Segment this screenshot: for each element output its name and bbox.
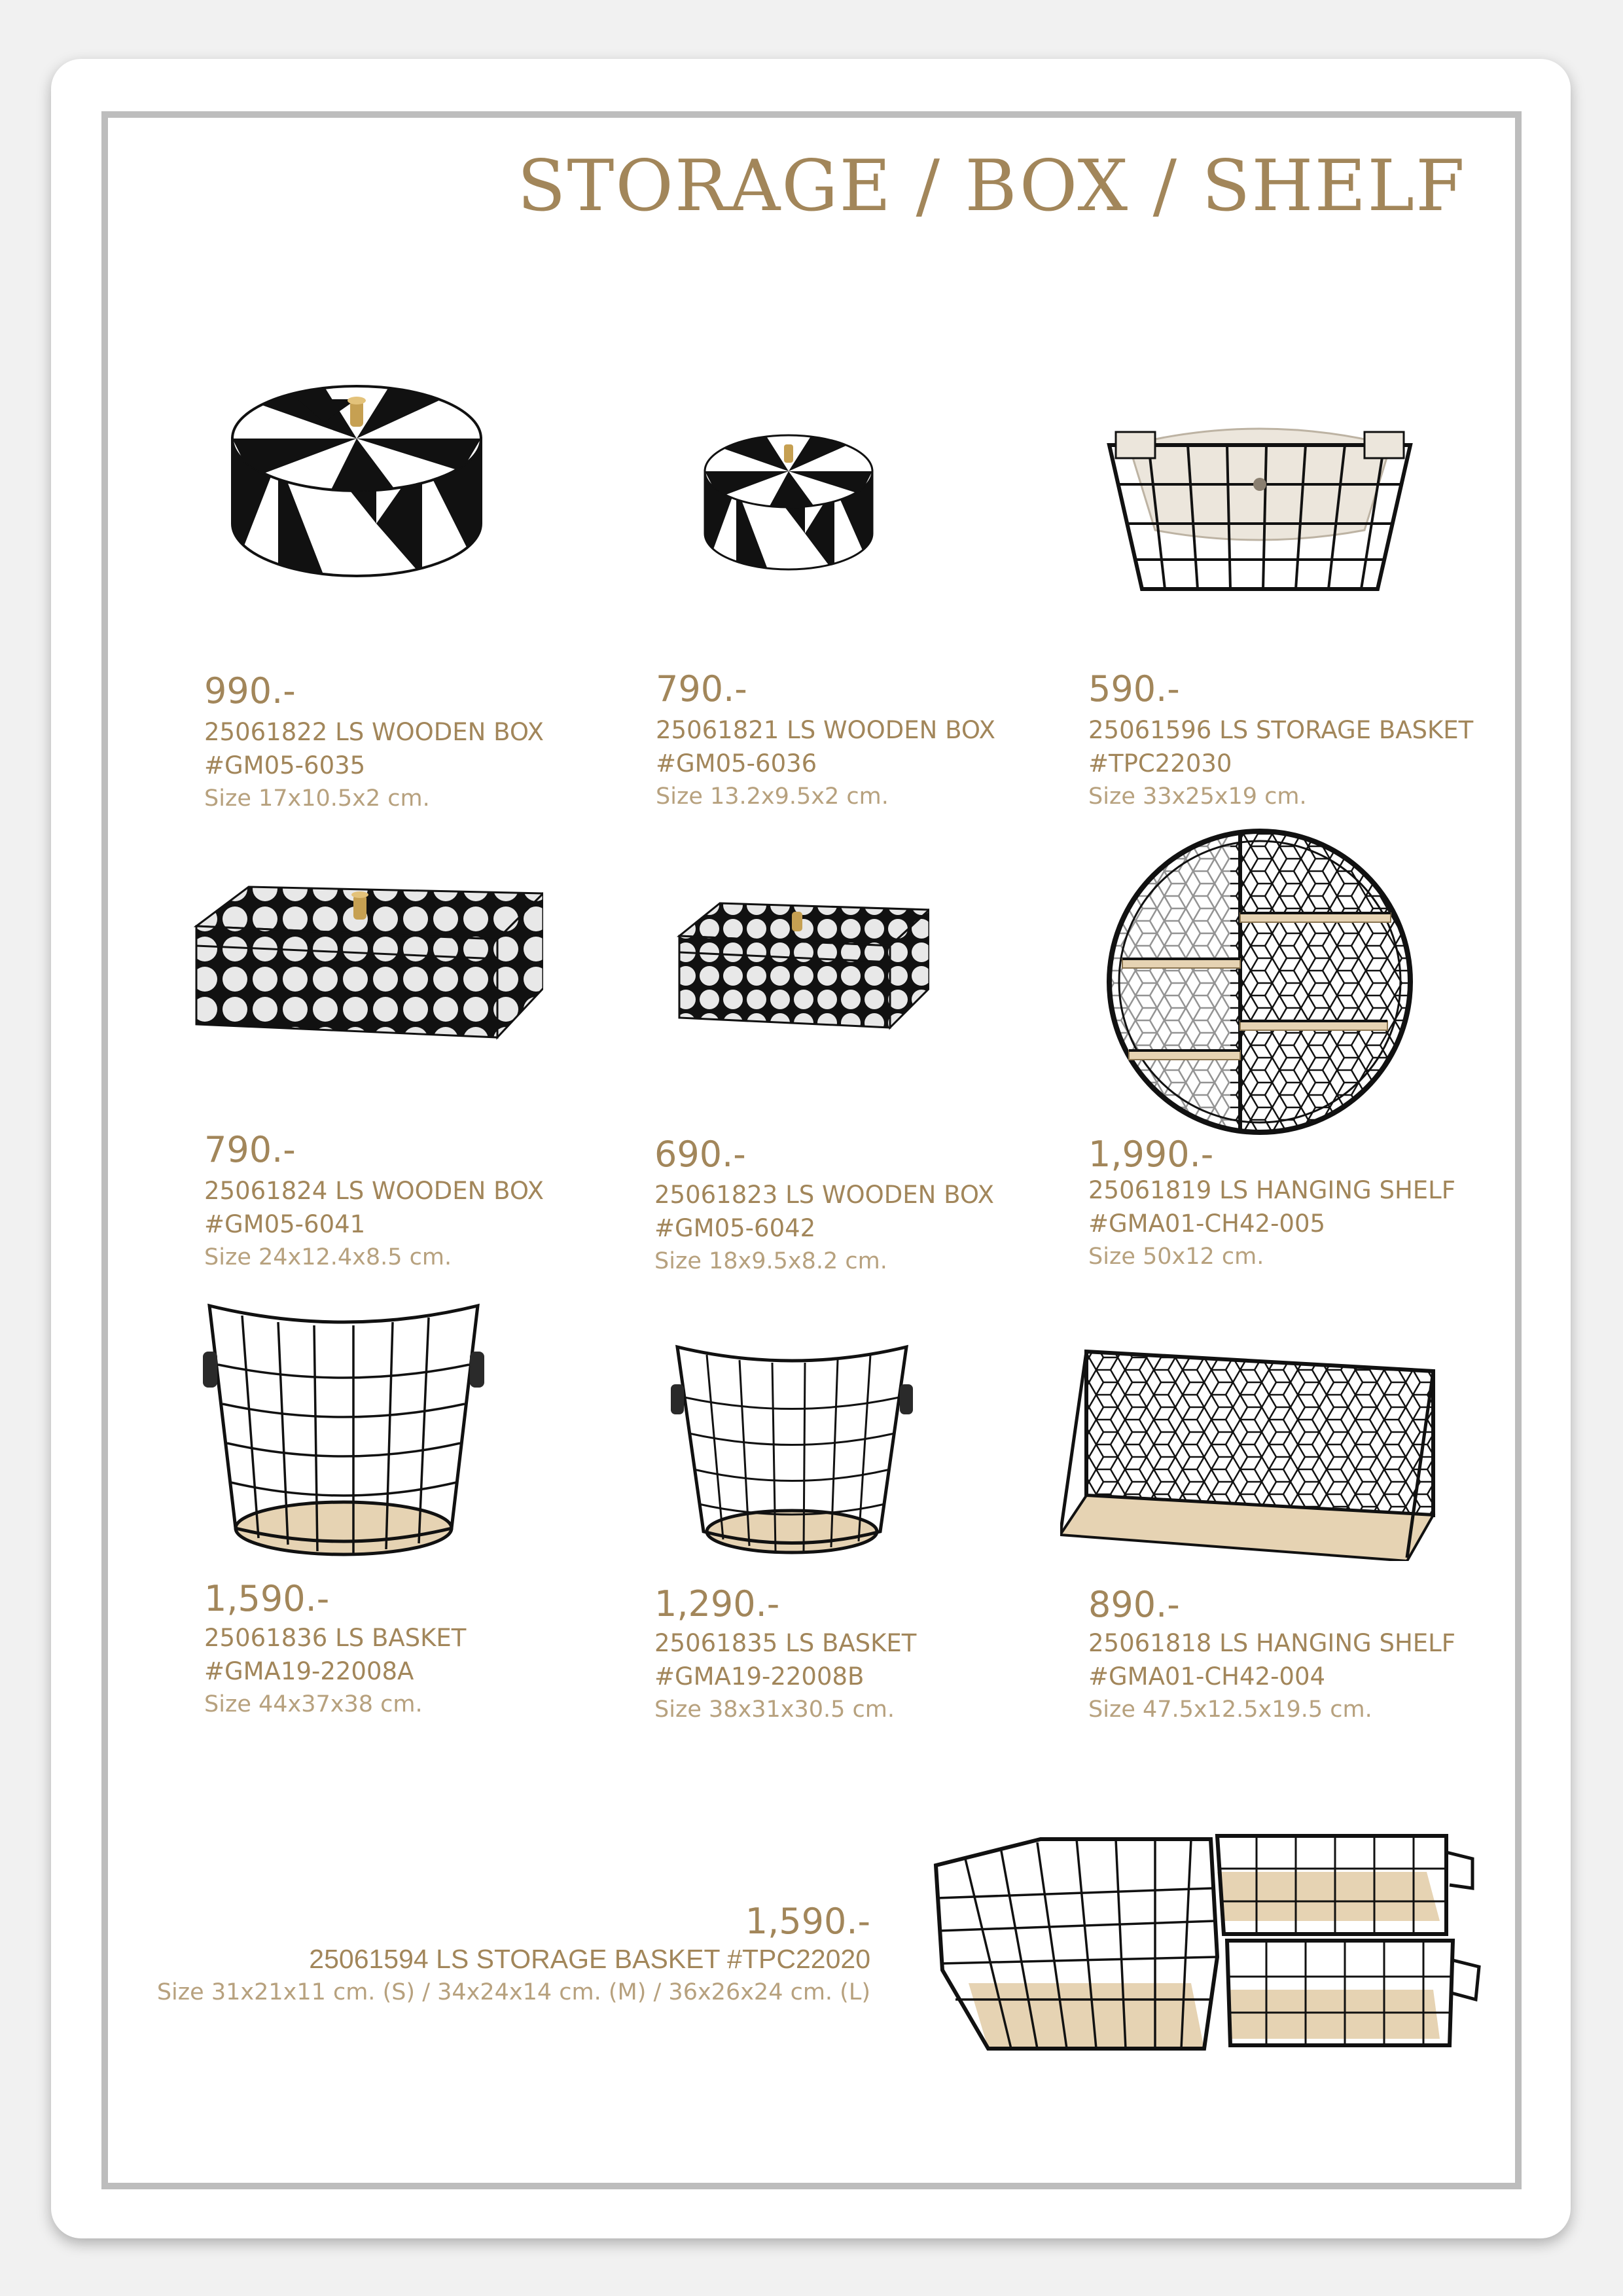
page-title: STORAGE / BOX / SHELF [517, 145, 1466, 227]
product-size: Size 24x12.4x8.5 cm. [204, 1244, 452, 1270]
featured-product-text [157, 1901, 870, 2009]
price-label: 790.- [204, 1129, 296, 1170]
product-code-name: 25061818 LS HANGING SHELF [1088, 1629, 1456, 1657]
featured-code-name: 25061594 LS STORAGE BASKET #TPC22020 [309, 1944, 870, 1974]
price-label: 890.- [1088, 1584, 1180, 1625]
price-label: 990.- [204, 670, 296, 711]
price-label: 590.- [1088, 668, 1180, 709]
price-label: 790.- [656, 668, 747, 709]
price-label: 690.- [654, 1134, 746, 1175]
product-sku: #GM05-6041 [204, 1210, 366, 1238]
product-sku: #GM05-6035 [204, 751, 366, 780]
rectangular-dotted-box-photo [190, 874, 543, 1044]
round-hanging-shelf-photo [1099, 821, 1420, 1142]
product-size: Size 50x12 cm. [1088, 1244, 1264, 1270]
price-label: 1,590.- [204, 1578, 330, 1619]
product-code-name: 25061819 LS HANGING SHELF [1088, 1176, 1456, 1204]
wire-basket-set-of-three-photo [929, 1826, 1486, 2055]
product-sku: #GMA19-22008A [204, 1657, 414, 1685]
round-geometric-box-small-photo [700, 416, 877, 592]
product-sku: #GMA01-CH42-005 [1088, 1210, 1326, 1238]
wire-basket-wood-base-photo [196, 1293, 491, 1568]
product-size: Size 17x10.5x2 cm. [204, 785, 430, 812]
product-code-name: 25061823 LS WOODEN BOX [654, 1181, 994, 1209]
product-size: Size 18x9.5x8.2 cm. [654, 1248, 887, 1274]
product-code-name: 25061836 LS BASKET [204, 1624, 467, 1652]
product-size: Size 13.2x9.5x2 cm. [656, 783, 889, 810]
product-size: Size 47.5x12.5x19.5 cm. [1088, 1696, 1372, 1723]
product-size: Size 33x25x19 cm. [1088, 783, 1307, 810]
product-sku: #GMA01-CH42-004 [1088, 1662, 1326, 1691]
product-code-name: 25061596 LS STORAGE BASKET [1088, 716, 1474, 744]
product-size: Size 38x31x30.5 cm. [654, 1696, 895, 1723]
rectangular-hanging-shelf-photo [1060, 1345, 1440, 1561]
price-label: 1,990.- [1088, 1134, 1214, 1175]
product-sku: #TPC22030 [1088, 749, 1232, 778]
round-geometric-box-photo [226, 360, 488, 602]
product-sku: #GM05-6036 [656, 749, 817, 778]
rectangular-dotted-box-small-photo [674, 893, 929, 1034]
product-sku: #GMA19-22008B [654, 1662, 865, 1691]
price-label: 1,290.- [654, 1583, 780, 1624]
wire-basket-fabric-lined-photo [1103, 406, 1417, 602]
product-code-name: 25061835 LS BASKET [654, 1629, 917, 1657]
product-size: Size 44x37x38 cm. [204, 1691, 423, 1717]
featured-size: Size 31x21x11 cm. (S) / 34x24x14 cm. (M) / 36x26x24 cm. (L) [156, 1979, 870, 2005]
product-code-name: 25061824 LS WOODEN BOX [204, 1177, 544, 1205]
wire-basket-wood-base-small-photo [668, 1335, 916, 1564]
product-sku: #GM05-6042 [654, 1214, 816, 1242]
featured-price: 1,590.- [745, 1901, 870, 1942]
product-code-name: 25061821 LS WOODEN BOX [656, 716, 995, 744]
product-code-name: 25061822 LS WOODEN BOX [204, 718, 544, 746]
